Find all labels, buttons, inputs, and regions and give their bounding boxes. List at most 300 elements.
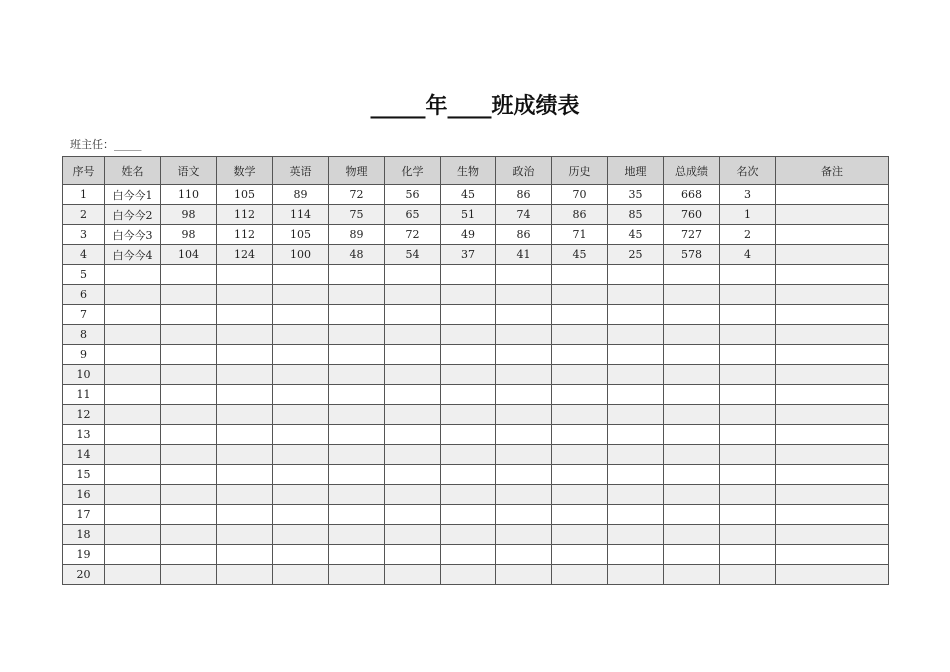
table-row bbox=[63, 465, 889, 485]
table-row bbox=[63, 405, 889, 425]
cell-politics: 86 bbox=[496, 185, 552, 205]
cell-chinese: 98 bbox=[161, 225, 217, 245]
cell-chemistry bbox=[385, 545, 441, 565]
cell-chemistry bbox=[385, 445, 441, 465]
cell-geography bbox=[608, 325, 664, 345]
cell-remarks bbox=[776, 525, 889, 545]
cell-english bbox=[273, 525, 329, 545]
cell-index: 8 bbox=[63, 325, 105, 345]
cell-chemistry: 54 bbox=[385, 245, 441, 265]
cell-total bbox=[664, 505, 720, 525]
cell-physics bbox=[329, 325, 385, 345]
cell-remarks bbox=[776, 285, 889, 305]
cell-geography bbox=[608, 425, 664, 445]
cell-english bbox=[273, 285, 329, 305]
cell-index: 7 bbox=[63, 305, 105, 325]
cell-name: 白今今4 bbox=[105, 245, 161, 265]
cell-math bbox=[217, 465, 273, 485]
cell-remarks bbox=[776, 185, 889, 205]
table-row bbox=[63, 345, 889, 365]
column-header-geography: 地理 bbox=[608, 157, 664, 185]
cell-remarks bbox=[776, 485, 889, 505]
cell-chinese bbox=[161, 405, 217, 425]
cell-name bbox=[105, 425, 161, 445]
cell-chinese bbox=[161, 365, 217, 385]
cell-total: 760 bbox=[664, 205, 720, 225]
cell-politics bbox=[496, 265, 552, 285]
cell-rank bbox=[720, 325, 776, 345]
column-header-english: 英语 bbox=[273, 157, 329, 185]
cell-remarks bbox=[776, 245, 889, 265]
cell-math bbox=[217, 305, 273, 325]
cell-biology bbox=[441, 345, 496, 365]
cell-english bbox=[273, 325, 329, 345]
column-header-name: 姓名 bbox=[105, 157, 161, 185]
cell-politics bbox=[496, 345, 552, 365]
cell-chinese bbox=[161, 325, 217, 345]
cell-geography: 25 bbox=[608, 245, 664, 265]
cell-physics: 48 bbox=[329, 245, 385, 265]
cell-remarks bbox=[776, 325, 889, 345]
cell-biology bbox=[441, 445, 496, 465]
cell-english bbox=[273, 445, 329, 465]
cell-name bbox=[105, 565, 161, 585]
cell-chinese bbox=[161, 305, 217, 325]
cell-rank bbox=[720, 265, 776, 285]
cell-chemistry bbox=[385, 345, 441, 365]
cell-index: 4 bbox=[63, 245, 105, 265]
table-row bbox=[63, 245, 889, 265]
column-header-total: 总成绩 bbox=[664, 157, 720, 185]
column-header-index: 序号 bbox=[63, 157, 105, 185]
cell-history bbox=[552, 265, 608, 285]
cell-english: 105 bbox=[273, 225, 329, 245]
cell-geography: 35 bbox=[608, 185, 664, 205]
cell-english bbox=[273, 385, 329, 405]
cell-name bbox=[105, 405, 161, 425]
cell-politics bbox=[496, 465, 552, 485]
cell-physics bbox=[329, 345, 385, 365]
cell-chinese bbox=[161, 425, 217, 445]
cell-total bbox=[664, 285, 720, 305]
cell-total bbox=[664, 465, 720, 485]
cell-biology bbox=[441, 265, 496, 285]
cell-index: 20 bbox=[63, 565, 105, 585]
cell-rank bbox=[720, 545, 776, 565]
table-row bbox=[63, 425, 889, 445]
cell-physics bbox=[329, 465, 385, 485]
cell-math: 124 bbox=[217, 245, 273, 265]
cell-english bbox=[273, 265, 329, 285]
cell-physics bbox=[329, 565, 385, 585]
cell-history bbox=[552, 305, 608, 325]
cell-history: 70 bbox=[552, 185, 608, 205]
cell-rank bbox=[720, 465, 776, 485]
cell-index: 2 bbox=[63, 205, 105, 225]
cell-name bbox=[105, 445, 161, 465]
cell-physics bbox=[329, 505, 385, 525]
cell-politics bbox=[496, 425, 552, 445]
cell-name bbox=[105, 485, 161, 505]
table-row bbox=[63, 285, 889, 305]
cell-math bbox=[217, 565, 273, 585]
cell-chinese bbox=[161, 565, 217, 585]
cell-name: 白今今3 bbox=[105, 225, 161, 245]
cell-physics bbox=[329, 265, 385, 285]
cell-politics bbox=[496, 505, 552, 525]
cell-total bbox=[664, 565, 720, 585]
cell-rank: 1 bbox=[720, 205, 776, 225]
cell-remarks bbox=[776, 345, 889, 365]
cell-physics: 72 bbox=[329, 185, 385, 205]
cell-geography bbox=[608, 305, 664, 325]
cell-geography bbox=[608, 465, 664, 485]
cell-math bbox=[217, 265, 273, 285]
cell-politics bbox=[496, 565, 552, 585]
cell-remarks bbox=[776, 305, 889, 325]
cell-politics bbox=[496, 545, 552, 565]
cell-remarks bbox=[776, 545, 889, 565]
cell-chemistry bbox=[385, 425, 441, 445]
cell-rank bbox=[720, 425, 776, 445]
cell-physics bbox=[329, 445, 385, 465]
cell-index: 10 bbox=[63, 365, 105, 385]
cell-english bbox=[273, 505, 329, 525]
cell-politics bbox=[496, 525, 552, 545]
cell-rank: 2 bbox=[720, 225, 776, 245]
cell-english bbox=[273, 405, 329, 425]
column-header-chemistry: 化学 bbox=[385, 157, 441, 185]
cell-total bbox=[664, 385, 720, 405]
cell-english bbox=[273, 565, 329, 585]
cell-chemistry bbox=[385, 265, 441, 285]
cell-chemistry bbox=[385, 365, 441, 385]
table-row bbox=[63, 545, 889, 565]
table-row bbox=[63, 265, 889, 285]
cell-remarks bbox=[776, 405, 889, 425]
cell-history bbox=[552, 465, 608, 485]
cell-total bbox=[664, 265, 720, 285]
cell-rank bbox=[720, 405, 776, 425]
cell-math bbox=[217, 545, 273, 565]
cell-geography bbox=[608, 485, 664, 505]
cell-index: 13 bbox=[63, 425, 105, 445]
cell-math bbox=[217, 385, 273, 405]
cell-total bbox=[664, 525, 720, 545]
cell-biology bbox=[441, 545, 496, 565]
grades-table bbox=[62, 156, 889, 585]
cell-history bbox=[552, 525, 608, 545]
cell-chemistry bbox=[385, 325, 441, 345]
cell-geography bbox=[608, 565, 664, 585]
cell-biology bbox=[441, 465, 496, 485]
cell-physics bbox=[329, 545, 385, 565]
cell-math bbox=[217, 285, 273, 305]
cell-physics bbox=[329, 425, 385, 445]
cell-chemistry: 65 bbox=[385, 205, 441, 225]
table-row bbox=[63, 225, 889, 245]
cell-math: 112 bbox=[217, 205, 273, 225]
cell-physics: 89 bbox=[329, 225, 385, 245]
cell-english: 114 bbox=[273, 205, 329, 225]
cell-history: 71 bbox=[552, 225, 608, 245]
cell-total bbox=[664, 365, 720, 385]
column-header-chinese: 语文 bbox=[161, 157, 217, 185]
cell-physics bbox=[329, 385, 385, 405]
cell-total: 578 bbox=[664, 245, 720, 265]
cell-rank bbox=[720, 525, 776, 545]
cell-rank bbox=[720, 385, 776, 405]
cell-politics bbox=[496, 385, 552, 405]
cell-biology bbox=[441, 525, 496, 545]
cell-index: 12 bbox=[63, 405, 105, 425]
cell-physics bbox=[329, 305, 385, 325]
cell-chemistry bbox=[385, 305, 441, 325]
cell-history bbox=[552, 425, 608, 445]
cell-total bbox=[664, 445, 720, 465]
cell-biology bbox=[441, 325, 496, 345]
cell-chinese bbox=[161, 505, 217, 525]
header-row bbox=[63, 157, 889, 185]
cell-rank bbox=[720, 305, 776, 325]
cell-remarks bbox=[776, 425, 889, 445]
cell-geography bbox=[608, 365, 664, 385]
cell-english bbox=[273, 465, 329, 485]
cell-physics bbox=[329, 525, 385, 545]
cell-geography bbox=[608, 505, 664, 525]
cell-math bbox=[217, 505, 273, 525]
cell-name bbox=[105, 345, 161, 365]
cell-rank: 4 bbox=[720, 245, 776, 265]
column-header-math: 数学 bbox=[217, 157, 273, 185]
cell-biology: 49 bbox=[441, 225, 496, 245]
cell-name bbox=[105, 545, 161, 565]
table-row bbox=[63, 485, 889, 505]
table-row bbox=[63, 185, 889, 205]
cell-politics bbox=[496, 445, 552, 465]
cell-index: 14 bbox=[63, 445, 105, 465]
head-teacher-label: 班主任：_____ bbox=[70, 138, 142, 151]
cell-remarks bbox=[776, 505, 889, 525]
cell-geography bbox=[608, 545, 664, 565]
cell-chinese bbox=[161, 345, 217, 365]
cell-rank bbox=[720, 485, 776, 505]
column-header-biology: 生物 bbox=[441, 157, 496, 185]
cell-chinese: 104 bbox=[161, 245, 217, 265]
cell-chinese bbox=[161, 445, 217, 465]
cell-politics: 86 bbox=[496, 225, 552, 245]
cell-geography: 45 bbox=[608, 225, 664, 245]
cell-biology: 45 bbox=[441, 185, 496, 205]
cell-history bbox=[552, 385, 608, 405]
cell-name bbox=[105, 325, 161, 345]
cell-physics bbox=[329, 365, 385, 385]
cell-index: 18 bbox=[63, 525, 105, 545]
cell-chinese bbox=[161, 285, 217, 305]
cell-english bbox=[273, 305, 329, 325]
cell-history bbox=[552, 405, 608, 425]
cell-history: 86 bbox=[552, 205, 608, 225]
cell-math bbox=[217, 325, 273, 345]
table-body bbox=[63, 185, 889, 585]
cell-english bbox=[273, 365, 329, 385]
table-row bbox=[63, 445, 889, 465]
cell-history bbox=[552, 545, 608, 565]
cell-index: 17 bbox=[63, 505, 105, 525]
cell-biology bbox=[441, 505, 496, 525]
cell-english bbox=[273, 545, 329, 565]
cell-total: 727 bbox=[664, 225, 720, 245]
table-row bbox=[63, 305, 889, 325]
cell-chemistry bbox=[385, 465, 441, 485]
cell-total bbox=[664, 405, 720, 425]
cell-name bbox=[105, 305, 161, 325]
cell-rank bbox=[720, 445, 776, 465]
cell-history bbox=[552, 505, 608, 525]
cell-biology bbox=[441, 305, 496, 325]
cell-total bbox=[664, 305, 720, 325]
cell-geography bbox=[608, 265, 664, 285]
column-header-politics: 政治 bbox=[496, 157, 552, 185]
cell-biology bbox=[441, 285, 496, 305]
cell-english bbox=[273, 485, 329, 505]
cell-biology bbox=[441, 365, 496, 385]
cell-geography bbox=[608, 445, 664, 465]
column-header-history: 历史 bbox=[552, 157, 608, 185]
cell-history: 45 bbox=[552, 245, 608, 265]
cell-math bbox=[217, 425, 273, 445]
cell-politics bbox=[496, 285, 552, 305]
cell-remarks bbox=[776, 365, 889, 385]
cell-physics: 75 bbox=[329, 205, 385, 225]
cell-geography bbox=[608, 405, 664, 425]
cell-geography: 85 bbox=[608, 205, 664, 225]
cell-geography bbox=[608, 525, 664, 545]
cell-geography bbox=[608, 345, 664, 365]
cell-politics: 74 bbox=[496, 205, 552, 225]
cell-politics bbox=[496, 305, 552, 325]
cell-math bbox=[217, 405, 273, 425]
cell-name bbox=[105, 285, 161, 305]
cell-index: 6 bbox=[63, 285, 105, 305]
cell-politics: 41 bbox=[496, 245, 552, 265]
cell-remarks bbox=[776, 225, 889, 245]
cell-name bbox=[105, 525, 161, 545]
cell-chemistry bbox=[385, 485, 441, 505]
cell-geography bbox=[608, 385, 664, 405]
cell-math bbox=[217, 485, 273, 505]
cell-english bbox=[273, 425, 329, 445]
cell-english: 89 bbox=[273, 185, 329, 205]
cell-rank bbox=[720, 565, 776, 585]
cell-history bbox=[552, 445, 608, 465]
cell-biology bbox=[441, 405, 496, 425]
cell-rank bbox=[720, 505, 776, 525]
cell-politics bbox=[496, 365, 552, 385]
cell-remarks bbox=[776, 205, 889, 225]
cell-total bbox=[664, 425, 720, 445]
cell-total: 668 bbox=[664, 185, 720, 205]
cell-chemistry bbox=[385, 565, 441, 585]
cell-name: 白今今1 bbox=[105, 185, 161, 205]
cell-index: 5 bbox=[63, 265, 105, 285]
table-row bbox=[63, 205, 889, 225]
cell-chinese bbox=[161, 485, 217, 505]
table-row bbox=[63, 525, 889, 545]
cell-index: 19 bbox=[63, 545, 105, 565]
cell-index: 16 bbox=[63, 485, 105, 505]
cell-politics bbox=[496, 325, 552, 345]
cell-name bbox=[105, 465, 161, 485]
cell-chinese bbox=[161, 525, 217, 545]
cell-chinese bbox=[161, 545, 217, 565]
column-header-remarks: 备注 bbox=[776, 157, 889, 185]
cell-remarks bbox=[776, 265, 889, 285]
cell-remarks bbox=[776, 465, 889, 485]
cell-chinese bbox=[161, 385, 217, 405]
table-row bbox=[63, 385, 889, 405]
page-title: _____年____班成绩表 bbox=[370, 94, 580, 119]
cell-chemistry bbox=[385, 525, 441, 545]
cell-biology: 51 bbox=[441, 205, 496, 225]
cell-chinese bbox=[161, 465, 217, 485]
table-row bbox=[63, 565, 889, 585]
cell-math: 112 bbox=[217, 225, 273, 245]
cell-name: 白今今2 bbox=[105, 205, 161, 225]
cell-name bbox=[105, 365, 161, 385]
cell-index: 3 bbox=[63, 225, 105, 245]
cell-name bbox=[105, 505, 161, 525]
cell-remarks bbox=[776, 385, 889, 405]
cell-biology: 37 bbox=[441, 245, 496, 265]
column-header-rank: 名次 bbox=[720, 157, 776, 185]
cell-biology bbox=[441, 385, 496, 405]
cell-english bbox=[273, 345, 329, 365]
cell-chemistry bbox=[385, 405, 441, 425]
table-row bbox=[63, 325, 889, 345]
cell-history bbox=[552, 285, 608, 305]
cell-index: 9 bbox=[63, 345, 105, 365]
cell-remarks bbox=[776, 445, 889, 465]
cell-politics bbox=[496, 485, 552, 505]
cell-history bbox=[552, 345, 608, 365]
cell-biology bbox=[441, 425, 496, 445]
cell-biology bbox=[441, 565, 496, 585]
cell-rank: 3 bbox=[720, 185, 776, 205]
cell-english: 100 bbox=[273, 245, 329, 265]
cell-chinese: 98 bbox=[161, 205, 217, 225]
cell-geography bbox=[608, 285, 664, 305]
cell-chemistry bbox=[385, 285, 441, 305]
cell-chemistry bbox=[385, 505, 441, 525]
cell-history bbox=[552, 485, 608, 505]
cell-index: 15 bbox=[63, 465, 105, 485]
cell-rank bbox=[720, 365, 776, 385]
cell-history bbox=[552, 325, 608, 345]
cell-math bbox=[217, 345, 273, 365]
cell-index: 11 bbox=[63, 385, 105, 405]
cell-chemistry: 56 bbox=[385, 185, 441, 205]
cell-physics bbox=[329, 285, 385, 305]
table-row bbox=[63, 365, 889, 385]
cell-total bbox=[664, 345, 720, 365]
table-row bbox=[63, 505, 889, 525]
cell-physics bbox=[329, 405, 385, 425]
cell-chinese: 110 bbox=[161, 185, 217, 205]
cell-total bbox=[664, 485, 720, 505]
cell-total bbox=[664, 325, 720, 345]
table-header bbox=[63, 157, 889, 185]
